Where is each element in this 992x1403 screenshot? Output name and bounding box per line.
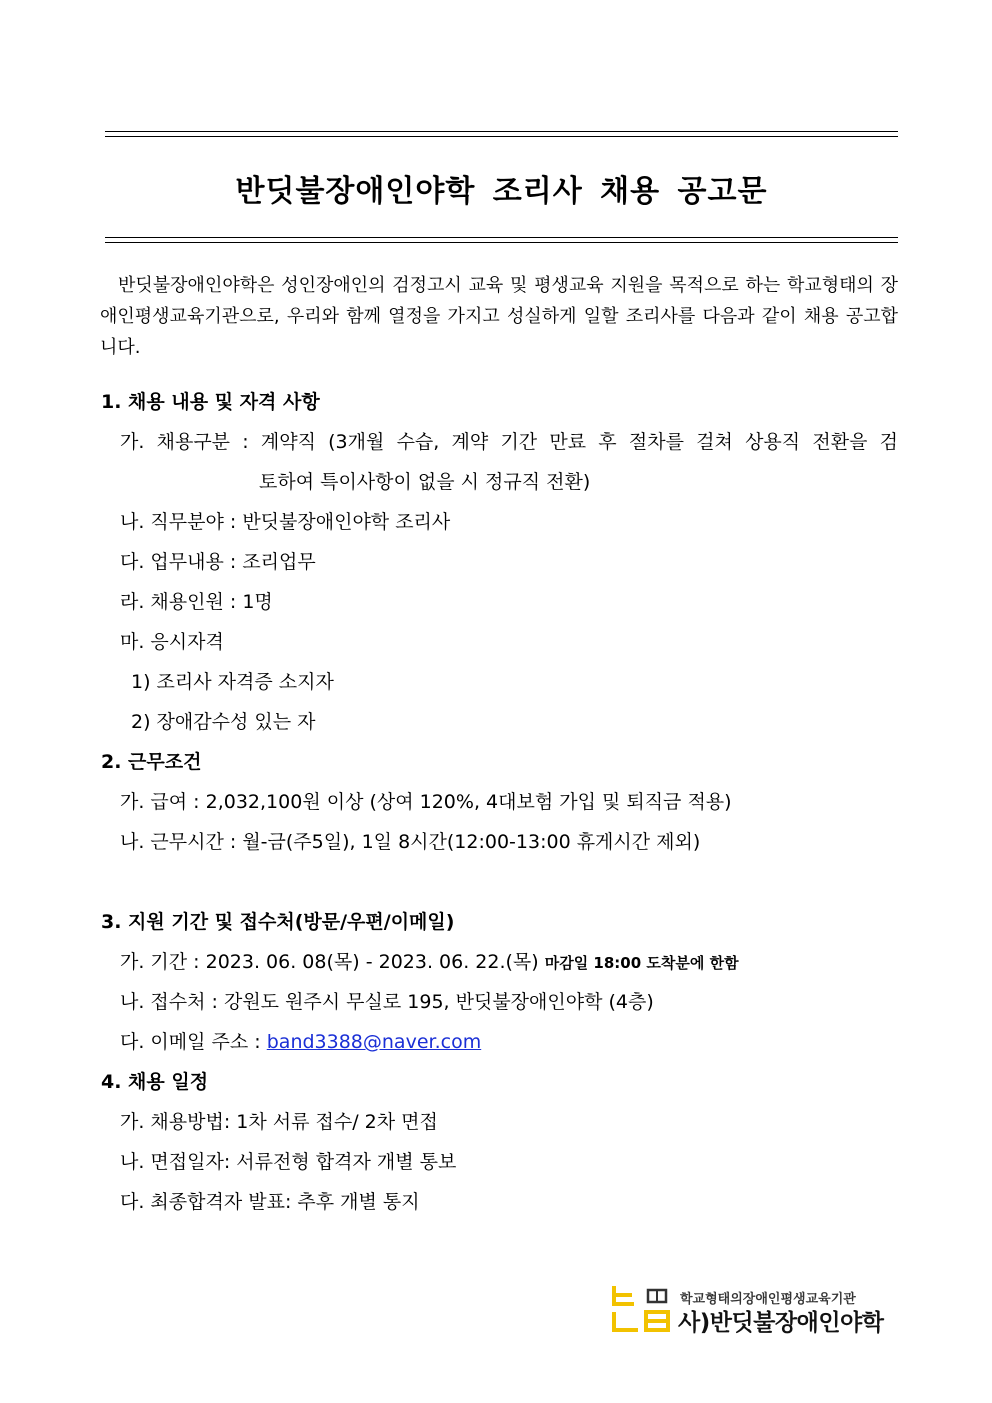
- email-link[interactable]: band3388@naver.com: [266, 1031, 482, 1053]
- section1-item-a-line2: 토하여 특이사항이 없을 시 정규직 전환): [259, 471, 591, 493]
- section1-sub-2: 2) 장애감수성 있는 자: [131, 711, 316, 733]
- section2-item-b: 나. 근무시간 : 월-금(주5일), 1일 8시간(12:00-13:00 휴게시간 제외): [120, 831, 701, 853]
- section1-heading: 1. 채용 내용 및 자격 사항: [101, 391, 320, 413]
- section3-item-a-text: 가. 기간 : 2023. 06. 08(목) - 2023. 06. 22.(목): [120, 951, 539, 973]
- section1-item-a-line1: 가. 채용구분 : 계약직 (3개월 수습, 계약 기간 만료 후 절차를 걸쳐 상용직 전환을 검: [120, 431, 898, 453]
- section2-heading: 2. 근무조건: [101, 751, 202, 773]
- deadline-note: 마감일 18:00 도착분에 한함: [544, 954, 739, 972]
- organization-logo: [610, 1284, 900, 1334]
- section1-item-e: 마. 응시자격: [120, 631, 224, 653]
- section4-item-a: 가. 채용방법: 1차 서류 접수/ 2차 면접: [120, 1111, 438, 1133]
- page-title: 반딧불장애인야학 조리사 채용 공고문: [235, 174, 768, 209]
- section1-item-c: 다. 업무내용 : 조리업무: [120, 551, 316, 573]
- section3-item-c: [120, 1030, 481, 1054]
- title-rule-bottom: [105, 237, 898, 243]
- section3-heading: 3. 지원 기간 및 접수처(방문/우편/이메일): [101, 911, 455, 933]
- section4-item-c: 다. 최종합격자 발표: 추후 개별 통지: [120, 1191, 420, 1213]
- intro-paragraph: [100, 270, 898, 363]
- title-rule-top: [105, 131, 898, 137]
- section3-item-a: [120, 950, 739, 975]
- section3-item-b: 나. 접수처 : 강원도 원주시 무실로 195, 반딧불장애인야학 (4층): [120, 991, 654, 1013]
- logo-name: 사)반딧불장애인야학: [678, 1310, 884, 1336]
- section2-item-a: 가. 급여 : 2,032,100원 이상 (상여 120%, 4대보험 가입 및 퇴직금 적용): [120, 791, 732, 813]
- section1-item-b: 나. 직무분야 : 반딧불장애인야학 조리사: [120, 511, 451, 533]
- section1-sub-1: 1) 조리사 자격증 소지자: [131, 671, 334, 693]
- logo-subtitle: 학교형태의장애인평생교육기관: [680, 1292, 856, 1307]
- section4-heading: 4. 채용 일정: [101, 1071, 209, 1093]
- email-label: 다. 이메일 주소 :: [120, 1031, 267, 1053]
- section4-item-b: 나. 면접일자: 서류전형 합격자 개별 통보: [120, 1151, 457, 1173]
- intro-text: 반딧불장애인야학은 성인장애인의 검정고시 교육 및 평생교육 지원을 목적으로 하는 학교형태의 장애인평생교육기관으로, 우리와 함께 열정을 가지고 성실하게 일할 조리사를 다음과 같이 채용 공고합니다.: [100, 275, 898, 358]
- section1-item-d: 라. 채용인원 : 1명: [120, 591, 273, 613]
- firefly-logo-icon: [610, 1284, 672, 1332]
